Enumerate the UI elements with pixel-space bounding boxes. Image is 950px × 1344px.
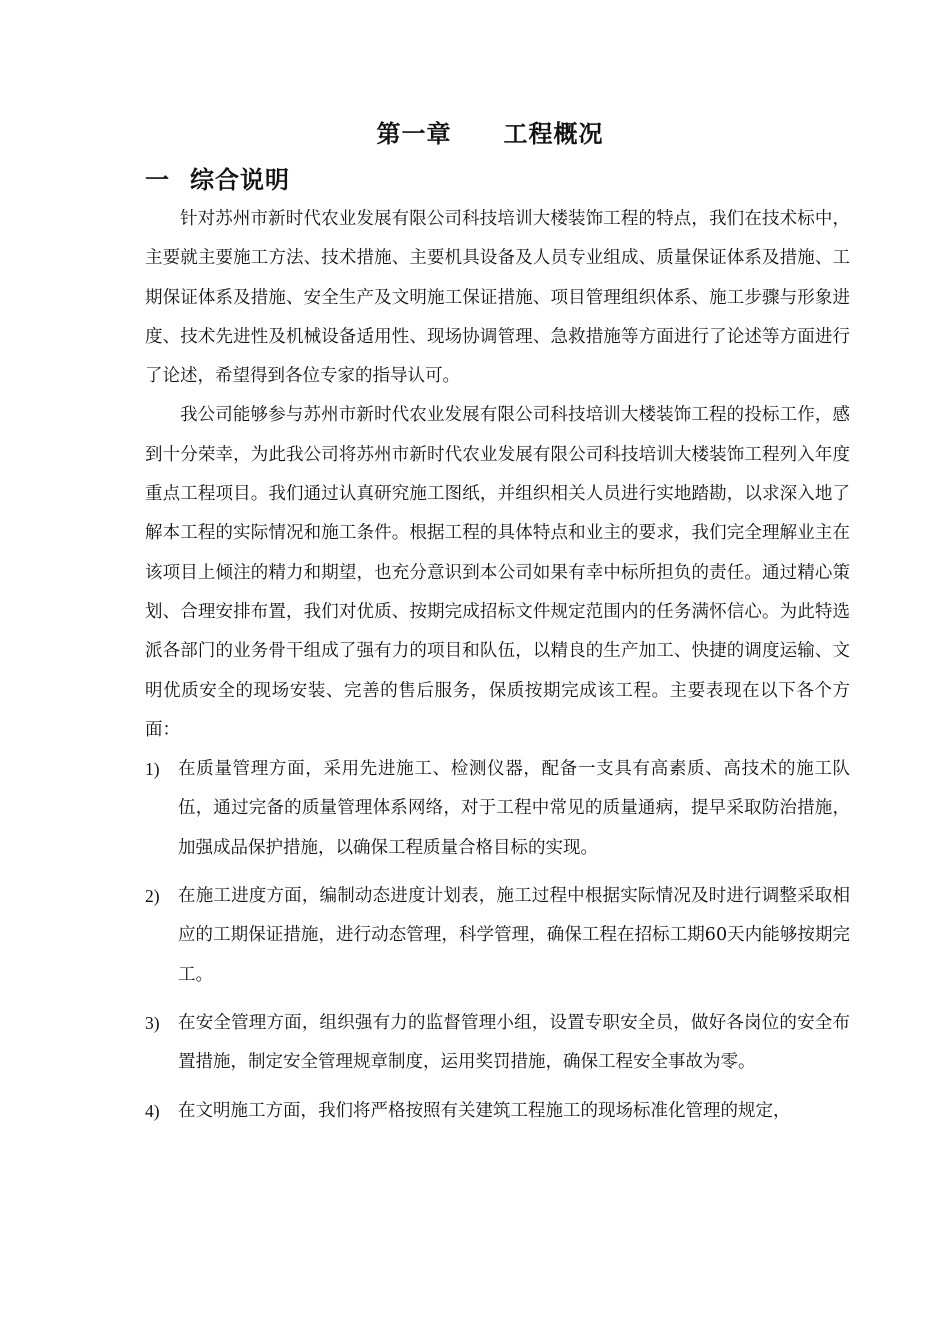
aspects-list bbox=[145, 750, 850, 1131]
list-marker: 4) bbox=[145, 1100, 160, 1121]
paragraph-commitment: 我公司能够参与苏州市新时代农业发展有限公司科技培训大楼装饰工程的投标工作，感到十分荣幸，为此我公司将苏州市新时代农业发展有限公司科技培训大楼装饰工程列入年度重点工程项目。我们通过认真研究施工图纸，并组织相关人员进行实地踏勘，以求深入地了解本工程的实际情况和施工条件。根据工程的具体特点和业主的要求，我们完全理解业主在该项目上倾注的精力和期望，也充分意识到本公司如果有幸中标所担负的责任。通过精心策划、合理安排布置，我们对优质、按期完成招标文件规定范围内的任务满怀信心。为此特选派各部门的业务骨干组成了强有力的项目和队伍，以精良的生产加工、快捷的调度运输、文明优质安全的现场安装、完善的售后服务，保质按期完成该工程。主要表现在以下各个方面： bbox=[145, 405, 850, 740]
list-item-text: 在安全管理方面，组织强有力的监督管理小组，设置专职安全员，做好各岗位的安全布置措施，制定安全管理规章制度，运用奖罚措施，确保工程安全事故为零。 bbox=[178, 1012, 850, 1073]
list-marker: 3) bbox=[145, 1012, 160, 1033]
list-item bbox=[145, 1004, 850, 1083]
list-item-text: 在质量管理方面，采用先进施工、检测仪器，配备一支具有高素质、高技术的施工队伍，通过完备的质量管理体系网络，对于工程中常见的质量通病，提早采取防治措施，加强成品保护措施，以确保工程质量合格目标的实现。 bbox=[178, 759, 850, 858]
chapter-name: 工程概况 bbox=[503, 119, 604, 148]
chapter-number: 第一章 bbox=[376, 119, 452, 148]
list-item-text: 在文明施工方面，我们将严格按照有关建筑工程施工的现场标准化管理的规定， bbox=[178, 1100, 791, 1121]
section-title bbox=[145, 160, 290, 195]
paragraph-overview: 针对苏州市新时代农业发展有限公司科技培训大楼装饰工程的特点，我们在技术标中，主要就主要施工方法、技术措施、主要机具设备及人员专业组成、质量保证体系及措施、工期保证体系及措施、安全生产及文明施工保证措施、项目管理组织体系、施工步骤与形象进度、技术先进性及机械设备适用性、现场协调管理、急救措施等方面进行了论述等方面进行了论述，希望得到各位专家的指导认可。 bbox=[145, 209, 850, 387]
list-item bbox=[145, 1092, 850, 1131]
list-item bbox=[145, 877, 850, 995]
list-item bbox=[145, 750, 850, 868]
list-item-text: 在施工进度方面，编制动态进度计划表，施工过程中根据实际情况及时进行调整采取相应的工期保证措施，进行动态管理，科学管理，确保工程在招标工期60天内能够按期完工。 bbox=[178, 886, 850, 985]
list-marker: 1) bbox=[145, 759, 160, 780]
section-number: 一 bbox=[145, 165, 170, 194]
section-name: 综合说明 bbox=[190, 165, 290, 194]
list-marker: 2) bbox=[145, 886, 160, 907]
chapter-title bbox=[0, 114, 950, 149]
document-body bbox=[145, 200, 850, 1131]
